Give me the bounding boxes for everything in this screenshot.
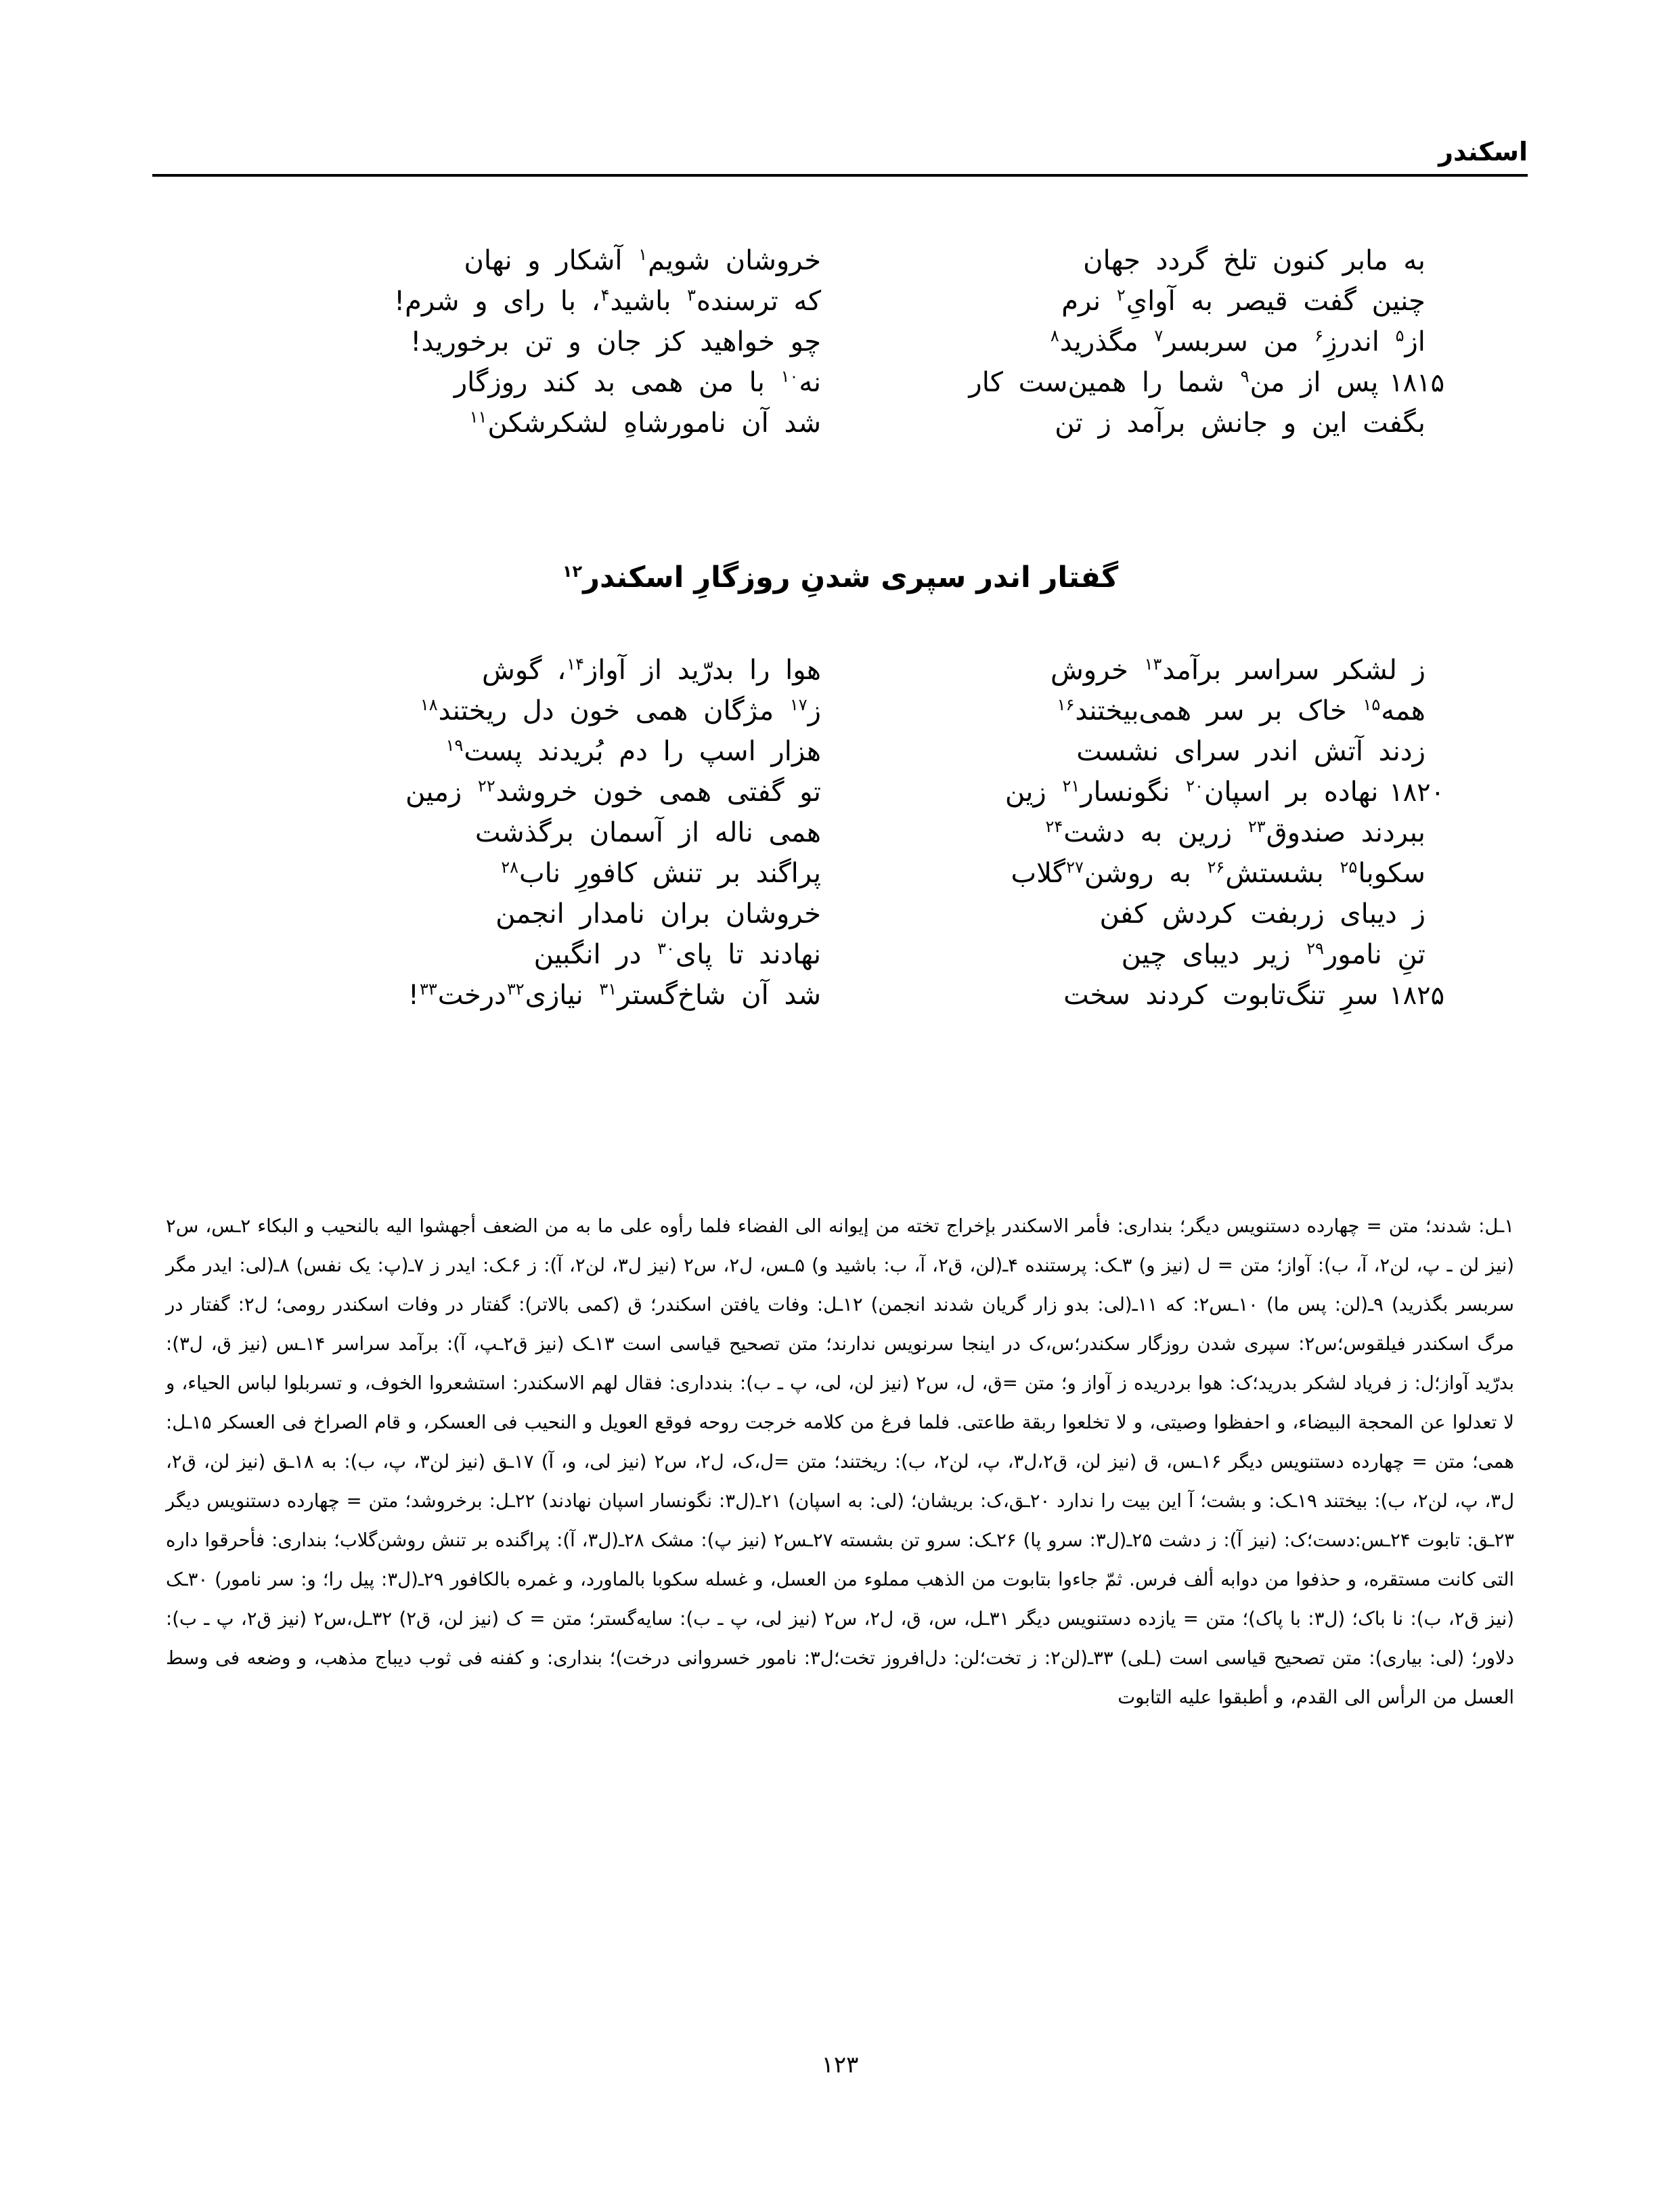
- hemistich-text: ببردند صندوق$^{۲۳}$ زرین به دشت$^{۲۴}$: [1045, 817, 1425, 848]
- hemistich-left: [204, 362, 828, 403]
- verse-number: ۱۸۱۵: [1389, 368, 1444, 397]
- page-number: ۱۲۳: [821, 2051, 859, 2078]
- couplet-row: [223, 240, 1457, 281]
- footnote-marker: ۴: [600, 285, 610, 305]
- footnote-marker: ۳۳: [419, 979, 437, 999]
- hemistich-right: [828, 853, 1457, 894]
- hemistich-text: تنِ نامور$^{۲۹}$ زیر دیبای چین: [1121, 938, 1425, 970]
- hemistich-text: نهادند تا پای$^{۳۰}$ در انگبین: [533, 938, 821, 970]
- footnote-marker: ۲۷: [1066, 857, 1084, 877]
- hemistich-left: [204, 812, 828, 853]
- footnotes-block: [166, 1206, 1514, 1717]
- footnote-marker: ۳: [687, 285, 697, 305]
- footnote-marker: ۲۴: [1045, 817, 1063, 836]
- footnote-marker: ۱۷: [789, 695, 808, 714]
- hemistich-left: [204, 691, 828, 731]
- hemistich-text: ز لشکر سراسر برآمد$^{۱۳}$ خروش: [1050, 654, 1425, 686]
- footnote-marker: ۲۰: [1186, 776, 1203, 796]
- hemistich-left: [204, 240, 828, 281]
- hemistich-right: [828, 975, 1457, 1016]
- hemistich-right: [828, 934, 1457, 975]
- footnote-marker: ۲: [1116, 285, 1126, 305]
- hemistich-text: ز$^{۱۷}$ مژگان همی خون دل ریختند$^{۱۸}$: [420, 695, 821, 726]
- hemistich-left: [204, 322, 828, 362]
- hemistich-text: پراگند بر تنش کافورِ ناب$^{۲۸}$: [501, 857, 821, 889]
- couplet-row: [223, 812, 1457, 853]
- section-heading-text: گفتار اندر سپری شدنِ روزگارِ اسکندر: [583, 561, 1119, 594]
- footnote-marker: ۲۱: [1062, 776, 1080, 796]
- couplet-row: [223, 894, 1457, 934]
- hemistich-right: [828, 322, 1457, 362]
- hemistich-left: [204, 281, 828, 322]
- hemistich-right: [828, 691, 1457, 731]
- footnote-marker: ۲۳: [1247, 817, 1266, 836]
- footnote-marker: ۷: [1154, 326, 1164, 345]
- hemistich-text: پس از من$^۹$ شما را همین‌ست کار: [969, 366, 1379, 398]
- couplet-row: [223, 403, 1457, 443]
- hemistich-text: چنین گفت قیصر به آوایِ$^۲$ نرم: [1061, 285, 1425, 317]
- couplet-row: [223, 281, 1457, 322]
- hemistich-right: [828, 731, 1457, 772]
- hemistich-right: [828, 894, 1457, 934]
- verse-block-one: [223, 240, 1457, 443]
- couplet-row: [223, 322, 1457, 362]
- couplet-row: [223, 772, 1457, 812]
- footnote-marker: ۳۰: [657, 938, 675, 958]
- header-rule: [152, 174, 1528, 177]
- hemistich-left: [204, 403, 828, 443]
- hemistich-text: همی ناله از آسمان برگذشت: [474, 817, 821, 848]
- hemistich-text: به مابر کنون تلخ گردد جهان: [1083, 245, 1425, 276]
- hemistich-text: خروشان شویم$^۱$ آشکار و نهان: [464, 244, 821, 276]
- verse-number: ۱۸۲۰: [1389, 777, 1444, 807]
- footnote-marker: ۵: [1395, 326, 1405, 345]
- hemistich-text: نهاده بر اسپان$^{۲۰}$ نگونسار$^{۲۱}$ زین: [1004, 776, 1379, 808]
- hemistich-text: از$^۵$ اندرزِ$^۶$ من سربسر$^۷$ مگذرید$^۸$: [1050, 326, 1425, 357]
- footnote-marker: ۱۱: [469, 407, 487, 427]
- hemistich-text: سرِ تنگ‌تابوت کردند سخت: [1063, 980, 1379, 1011]
- hemistich-left: [204, 975, 828, 1016]
- hemistich-text: هوا را بدرّید از آواز$^{۱۴}$، گوش: [482, 654, 821, 686]
- footnote-marker: ۲۲: [477, 776, 495, 796]
- verse-number: ۱۸۲۵: [1389, 980, 1444, 1010]
- hemistich-left: [204, 934, 828, 975]
- footnote-marker: ۱۰: [780, 366, 799, 386]
- hemistich-text: چو خواهید کز جان و تن برخورید!: [410, 326, 821, 357]
- hemistich-text: نه$^{۱۰}$ با من همی بد کند روزگار: [454, 366, 821, 398]
- footnote-marker: ۸: [1050, 326, 1059, 345]
- hemistich-right: [828, 403, 1457, 443]
- footnote-marker: ۱۹: [445, 735, 464, 755]
- footnote-marker: ۳۱: [599, 979, 617, 999]
- footnote-marker: ۱۵: [1363, 695, 1381, 714]
- footnote-marker: ۲۸: [501, 857, 518, 877]
- couplet-row: [223, 731, 1457, 772]
- couplet-row: [223, 691, 1457, 731]
- footnote-marker: ۱۸: [420, 695, 438, 714]
- footnote-marker: ۱۶: [1057, 695, 1075, 714]
- footnote-marker: ۲۵: [1340, 857, 1358, 877]
- hemistich-text: شد آن نامورشاهِ لشکرشکن$^{۱۱}$: [469, 407, 821, 439]
- footnote-marker: ۲۹: [1306, 938, 1324, 958]
- couplet-row: [223, 853, 1457, 894]
- couplet-row: [223, 362, 1457, 403]
- hemistich-left: [204, 772, 828, 812]
- hemistich-left: [204, 650, 828, 691]
- footnote-marker: ۳۲: [506, 979, 525, 999]
- hemistich-right: [828, 812, 1457, 853]
- footnote-marker: ۱۴: [567, 654, 584, 674]
- hemistich-text: خروشان بران نامدار انجمن: [495, 898, 821, 930]
- section-heading: [223, 561, 1457, 594]
- hemistich-right: [828, 281, 1457, 322]
- hemistich-text: سکوبا$^{۲۵}$ بشستش$^{۲۶}$ به روشن$^{۲۷}$گلاب: [1011, 857, 1425, 889]
- footnote-marker: ۱۲: [562, 561, 583, 581]
- couplet-row: [223, 934, 1457, 975]
- footnote-marker: ۱: [638, 244, 648, 264]
- hemistich-right: [828, 362, 1457, 403]
- couplet-row: [223, 650, 1457, 691]
- hemistich-text: ز دیبای زربفت کردش کفن: [1099, 898, 1425, 930]
- verse-block-two: [223, 650, 1457, 1016]
- hemistich-left: [204, 853, 828, 894]
- hemistich-left: [204, 731, 828, 772]
- running-head-area: [152, 139, 1528, 177]
- hemistich-left: [204, 894, 828, 934]
- hemistich-right: [828, 650, 1457, 691]
- hemistich-text: تو گفتی همی خون خروشد$^{۲۲}$ زمین: [405, 776, 821, 808]
- footnote-marker: ۲۶: [1207, 857, 1225, 877]
- footnote-marker: ۹: [1240, 366, 1250, 386]
- hemistich-text: شد آن شاخ‌گستر$^{۳۱}$ نیازی$^{۳۲}$درخت$^{۳۳}$!: [407, 979, 821, 1011]
- hemistich-text: زدند آتش اندر سرای نشست: [1076, 736, 1425, 767]
- footnote-paragraph: ۱ـل: شدند؛ متن = چهارده دستنویس دیگر؛ بنداری: فأمر الاسکندر بإخراج تخته من إیوانه الی الفضاء فلما رأوه علی ما به من الضعف أجهشوا الیه بالنحیب و البکاء ۲ـس، س۲ (نیز لن ـ پ، لن۲، آ، ب): آواز؛ متن = ل (نیز و) ۳ـک: پرستنده ۴ـ(لن، ق۲، آ، ب: باشید و) ۵ـس، ل۲، س۲ (نیز ل۳، لن۲، آ): ز ۶ـک: ایدر ز ۷ـ(پ: یک نفس) ۸ـ(لی: ایدر مگر سربسر بگذرید) ۹ـ(لن: پس ما) ۱۰ـس۲: که ۱۱ـ(لی: بدو زار گریان شدند انجمن) ۱۲ـل: وفات یافتن اسکندر؛ ق (کمی بالاتر): گفتار در وفات اسکندر رومی؛ ل۲: گفتار در مرگ اسکندر فیلقوس؛س۲: سپری شدن روزگار سکندر؛س،ک در اینجا سرنویس ندارند؛ متن تصحیح قیاسی است ۱۳ـک (نیز ق۲ـپ، آ): برآمد سراسر ۱۴ـس (نیز ق، ل۳): بدرّید آواز؛ل: ز فریاد لشکر بدرید؛ک: هوا بردریده ز آواز و؛ متن =ق، ل، س۲ (نیز لن، لی، پ ـ ب): بندداری: فقال لهم الاسکندر: استشعروا الخوف، و تسربلوا لباس الحیاء، و لا تعدلوا عن المحجة البیضاء، و احفظوا وصیتی، و لا تخلعوا ربقة طاعتی. فلما فرغ من کلامه خرجت روحه فوقع العویل و النحیب فی العسکر، و قام الصراخ فی العسکر ۱۵ـل: همی؛ متن = چهارده دستنویس دیگر ۱۶ـس، ق (نیز لن، ق۲،ل۳، پ، لن۲، ب): ریختند؛ متن =ل،ک، ل۲، س۲ (نیز لی، و، آ) ۱۷ـق (نیز لن۳، پ، ب): به ۱۸ـق (نیز لن، ق۲، ل۳، پ، لن۲، ب): بیختند ۱۹ـک: و بشت؛ آ این بیت را ندارد ۲۰ـق،ک: بریشان؛ (لی: به اسپان) ۲۱ـ(ل۳: نگونسار اسپان نهادند) ۲۲ـل: برخروشد؛ متن = چهارده دستنویس دیگر ۲۳ـق: تابوت ۲۴ـس:دست؛ک: (نیز آ): ز دشت ۲۵ـ(ل۳: سرو پا) ۲۶ـک: سرو تن بشسته ۲۷ـس۲ (نیز پ): مشک ۲۸ـ(ل۳، آ): پراگنده بر تنش روشن‌گلاب؛ بنداری: فأحرقوا داره التی کانت مستقره، و حذفوا من دوابه ألف فرس. ثمّ جاءوا بتابوت من الذهب مملوء من العسل، و غسله سکوبا بالماورد، و غمره بالکافور ۲۹ـ(ل۳: پیل را؛ و: سر نامور) ۳۰ـک (نیز ق۲، ب): نا باک؛ (ل۳: با پاک)؛ متن = یازده دستنویس دیگر ۳۱ـل، س، ق، ل۲، س۲ (نیز لی، پ ـ ب): سایه‌گستر؛ متن = ک (نیز لن، ق۲) ۳۲ـل،س۲ (نیز ق۲، پ ـ ب): دلاور؛ (لی: بیاری): متن تصحیح قیاسی است (ـلی) ۳۳ـ(لن۲: ز تخت؛لن: دل‌افروز تخت؛ل۳: نامور خسروانی درخت)؛ بنداری: و کفنه فی ثوب دیباج مذهب، و وضعه فی وسط العسل من الرأس الی القدم، و أطبقوا علیه التابوت: [166, 1215, 1515, 1708]
- footnote-marker: ۱۳: [1144, 654, 1162, 674]
- footnote-marker: ۶: [1314, 326, 1323, 345]
- hemistich-right: [828, 772, 1457, 812]
- hemistich-right: [828, 240, 1457, 281]
- running-head-title: اسکندر: [1438, 137, 1528, 167]
- hemistich-text: که ترسنده$^۳$ باشید$^۴$، با رای و شرم!: [394, 285, 821, 317]
- hemistich-text: همه$^{۱۵}$ خاک بر سر همی‌بیختند$^{۱۶}$: [1057, 695, 1425, 726]
- couplet-row: [223, 975, 1457, 1016]
- hemistich-text: هزار اسپ را دم بُریدند پست$^{۱۹}$: [445, 735, 821, 767]
- hemistich-text: بگفت این و جانش برآمد ز تن: [1055, 408, 1425, 439]
